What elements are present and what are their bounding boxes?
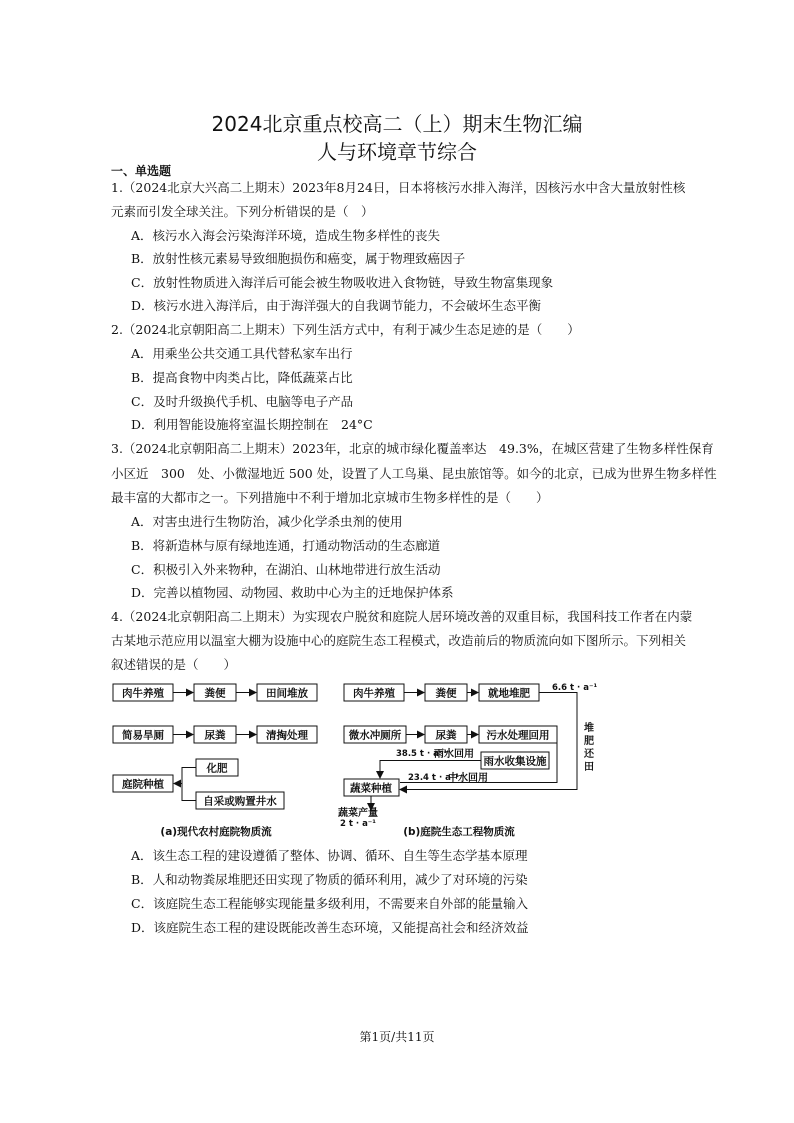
- a-well-box: [196, 792, 284, 809]
- q3-option-a: A．对害虫进行生物防治，减少化学杀虫剂的使用: [131, 514, 403, 529]
- b-excreta-label: 尿粪: [435, 729, 457, 742]
- a-manure-label: 粪便: [204, 687, 226, 700]
- a-clean-label: 清掏处理: [266, 729, 308, 742]
- b-excreta-box: [425, 726, 467, 743]
- b-yield-label: 蔬菜产量: [338, 808, 378, 819]
- q4-stem-line1: 4.（2024北京朝阳高二上期末）为实现农户脱贫和庭院人居环境改善的双重目标，我国科技工作者在内蒙: [111, 609, 693, 624]
- q1-option-c: C．放射性物质进入海洋后可能会被生物吸收进入食物链，导致生物富集现象: [131, 275, 554, 290]
- q4-stem-line3: 叙述错误的是（ ）: [111, 657, 237, 672]
- a-clean-box: [257, 726, 317, 743]
- q1-stem-line2: 元素而引发全球关注。下列分析错误的是（ ）: [111, 204, 374, 219]
- b-amount-compost: 6.6 t · a⁻¹: [552, 683, 598, 693]
- section-heading: 一、单选题: [111, 164, 172, 178]
- b-rain-box: [481, 752, 549, 769]
- b-manure-box: [425, 684, 467, 701]
- q1-option-d: D．核污水进入海洋后，由于海洋强大的自我调节能力，不会破坏生态平衡: [131, 298, 542, 313]
- b-beef-label: 肉牛养殖: [353, 687, 395, 700]
- a-field-box: [257, 684, 317, 701]
- q2-option-c: C．及时升级换代手机、电脑等电子产品: [131, 394, 354, 409]
- q3-stem-line2: 小区近 300 处、小微湿地近 500 处，设置了人工鸟巢、昆虫旅馆等。如今的北京，已成为世界生物多样性: [111, 466, 717, 481]
- a-toilet-box: [113, 726, 173, 743]
- q4-option-b: B．人和动物粪尿堆肥还田实现了物质的循环利用，减少了对环境的污染: [131, 872, 528, 887]
- a-fert-label: 化肥: [206, 762, 228, 775]
- q2-option-d: D．利用智能设施将室温长期控制在 24°C: [131, 417, 373, 432]
- a-field-label: 田间堆放: [266, 687, 308, 700]
- q3-option-b: B．将新造林与原有绿地连通，打通动物活动的生态廊道: [131, 538, 441, 553]
- q3-option-c: C．积极引入外来物种，在湖泊、山林地带进行放生活动: [131, 562, 441, 577]
- q4-option-a: A．该生态工程的建设遵循了整体、协调、循环、自生等生态学基本原理: [131, 848, 528, 863]
- q3-stem-line1: 3.（2024北京朝阳高二上期末）2023年，北京的城市绿化覆盖率达 49.3%，在城区营建了生物多样性保育: [111, 441, 714, 456]
- q4-option-d: D．该庭院生态工程的建设既能改善生态环境，又能提高社会和经济效益: [131, 920, 529, 935]
- q4-option-c: C．该庭院生态工程能够实现能量多级利用，不需要来自外部的能量输入: [131, 896, 529, 911]
- a-plant-label: 庭院种植: [122, 778, 164, 791]
- b-beef-box: [344, 684, 404, 701]
- b-manure-label: 粪便: [435, 687, 457, 700]
- q2-stem-line1: 2.（2024北京朝阳高二上期末）下列生活方式中，有利于减少生态足迹的是（ ）: [111, 322, 580, 337]
- a-toilet-label: 简易旱厕: [122, 729, 164, 742]
- a-excreta-box: [194, 726, 236, 743]
- b-pile-label: 就地堆肥: [488, 687, 530, 700]
- b-caption: (b)庭院生态工程物质流: [403, 826, 515, 838]
- q1-option-b: B．放射性核元素易导致细胞损伤和癌变，属于物理致癌因子: [131, 251, 466, 266]
- a-excreta-label: 尿粪: [204, 729, 226, 742]
- b-pile-box: [479, 684, 539, 701]
- a-well-label: 自采或购置井水: [203, 795, 277, 808]
- page-footer: 第1页/共11页: [359, 1030, 435, 1044]
- a-caption: (a)现代农村庭院物质流: [160, 826, 272, 838]
- page-title: 2024北京重点校高二（上）期末生物汇编: [211, 112, 583, 136]
- a-plant-box: [113, 775, 173, 792]
- a-manure-box: [194, 684, 236, 701]
- a-beef-label: 肉牛养殖: [122, 687, 164, 700]
- b-midwater-reuse-label: 中水回用: [448, 773, 488, 784]
- b-flush-label: 微水冲厕所: [348, 729, 402, 742]
- a-fert-box: [196, 759, 238, 776]
- b-amount-midwater: 23.4 t · a⁻¹: [408, 773, 460, 783]
- q1-option-a: A．核污水入海会污染海洋环境，造成生物多样性的丧失: [131, 228, 441, 243]
- b-amount-rain: 38.5 t · a⁻¹: [396, 749, 448, 759]
- page-subtitle: 人与环境章节综合: [317, 140, 477, 164]
- b-veg-label: 蔬菜种植: [350, 782, 392, 795]
- b-yield-amount: 2 t · a⁻¹: [339, 819, 377, 829]
- q3-option-d: D．完善以植物园、动物园、救助中心为主的迁地保护体系: [131, 585, 454, 600]
- b-rain-label: 雨水收集设施: [483, 755, 547, 768]
- q1-stem-line1: 1.（2024北京大兴高二上期末）2023年8月24日，日本将核污水排入海洋，因核污水中含大量放射性核: [111, 180, 686, 195]
- a-beef-box: [113, 684, 173, 701]
- q3-stem-line3: 最丰富的大都市之一。下列措施中不利于增加北京城市生物多样性的是（ ）: [111, 490, 549, 505]
- b-veg-box: [344, 779, 399, 796]
- b-sewage-label: 污水处理回用: [486, 729, 550, 742]
- b-flush-box: [344, 726, 406, 743]
- q4-stem-line2: 古某地示范应用以温室大棚为设施中心的庭院生态工程模式，改造前后的物质流向如下图所示。下列相关: [111, 633, 687, 648]
- q2-option-b: B．提高食物中肉类占比，降低蔬菜占比: [131, 370, 353, 385]
- q2-option-a: A．用乘坐公共交通工具代替私家车出行: [131, 346, 353, 361]
- b-rain-reuse-label: 雨水回用: [434, 749, 474, 760]
- b-return-field-label: 堆肥还田: [584, 723, 594, 773]
- b-sewage-box: [479, 726, 557, 743]
